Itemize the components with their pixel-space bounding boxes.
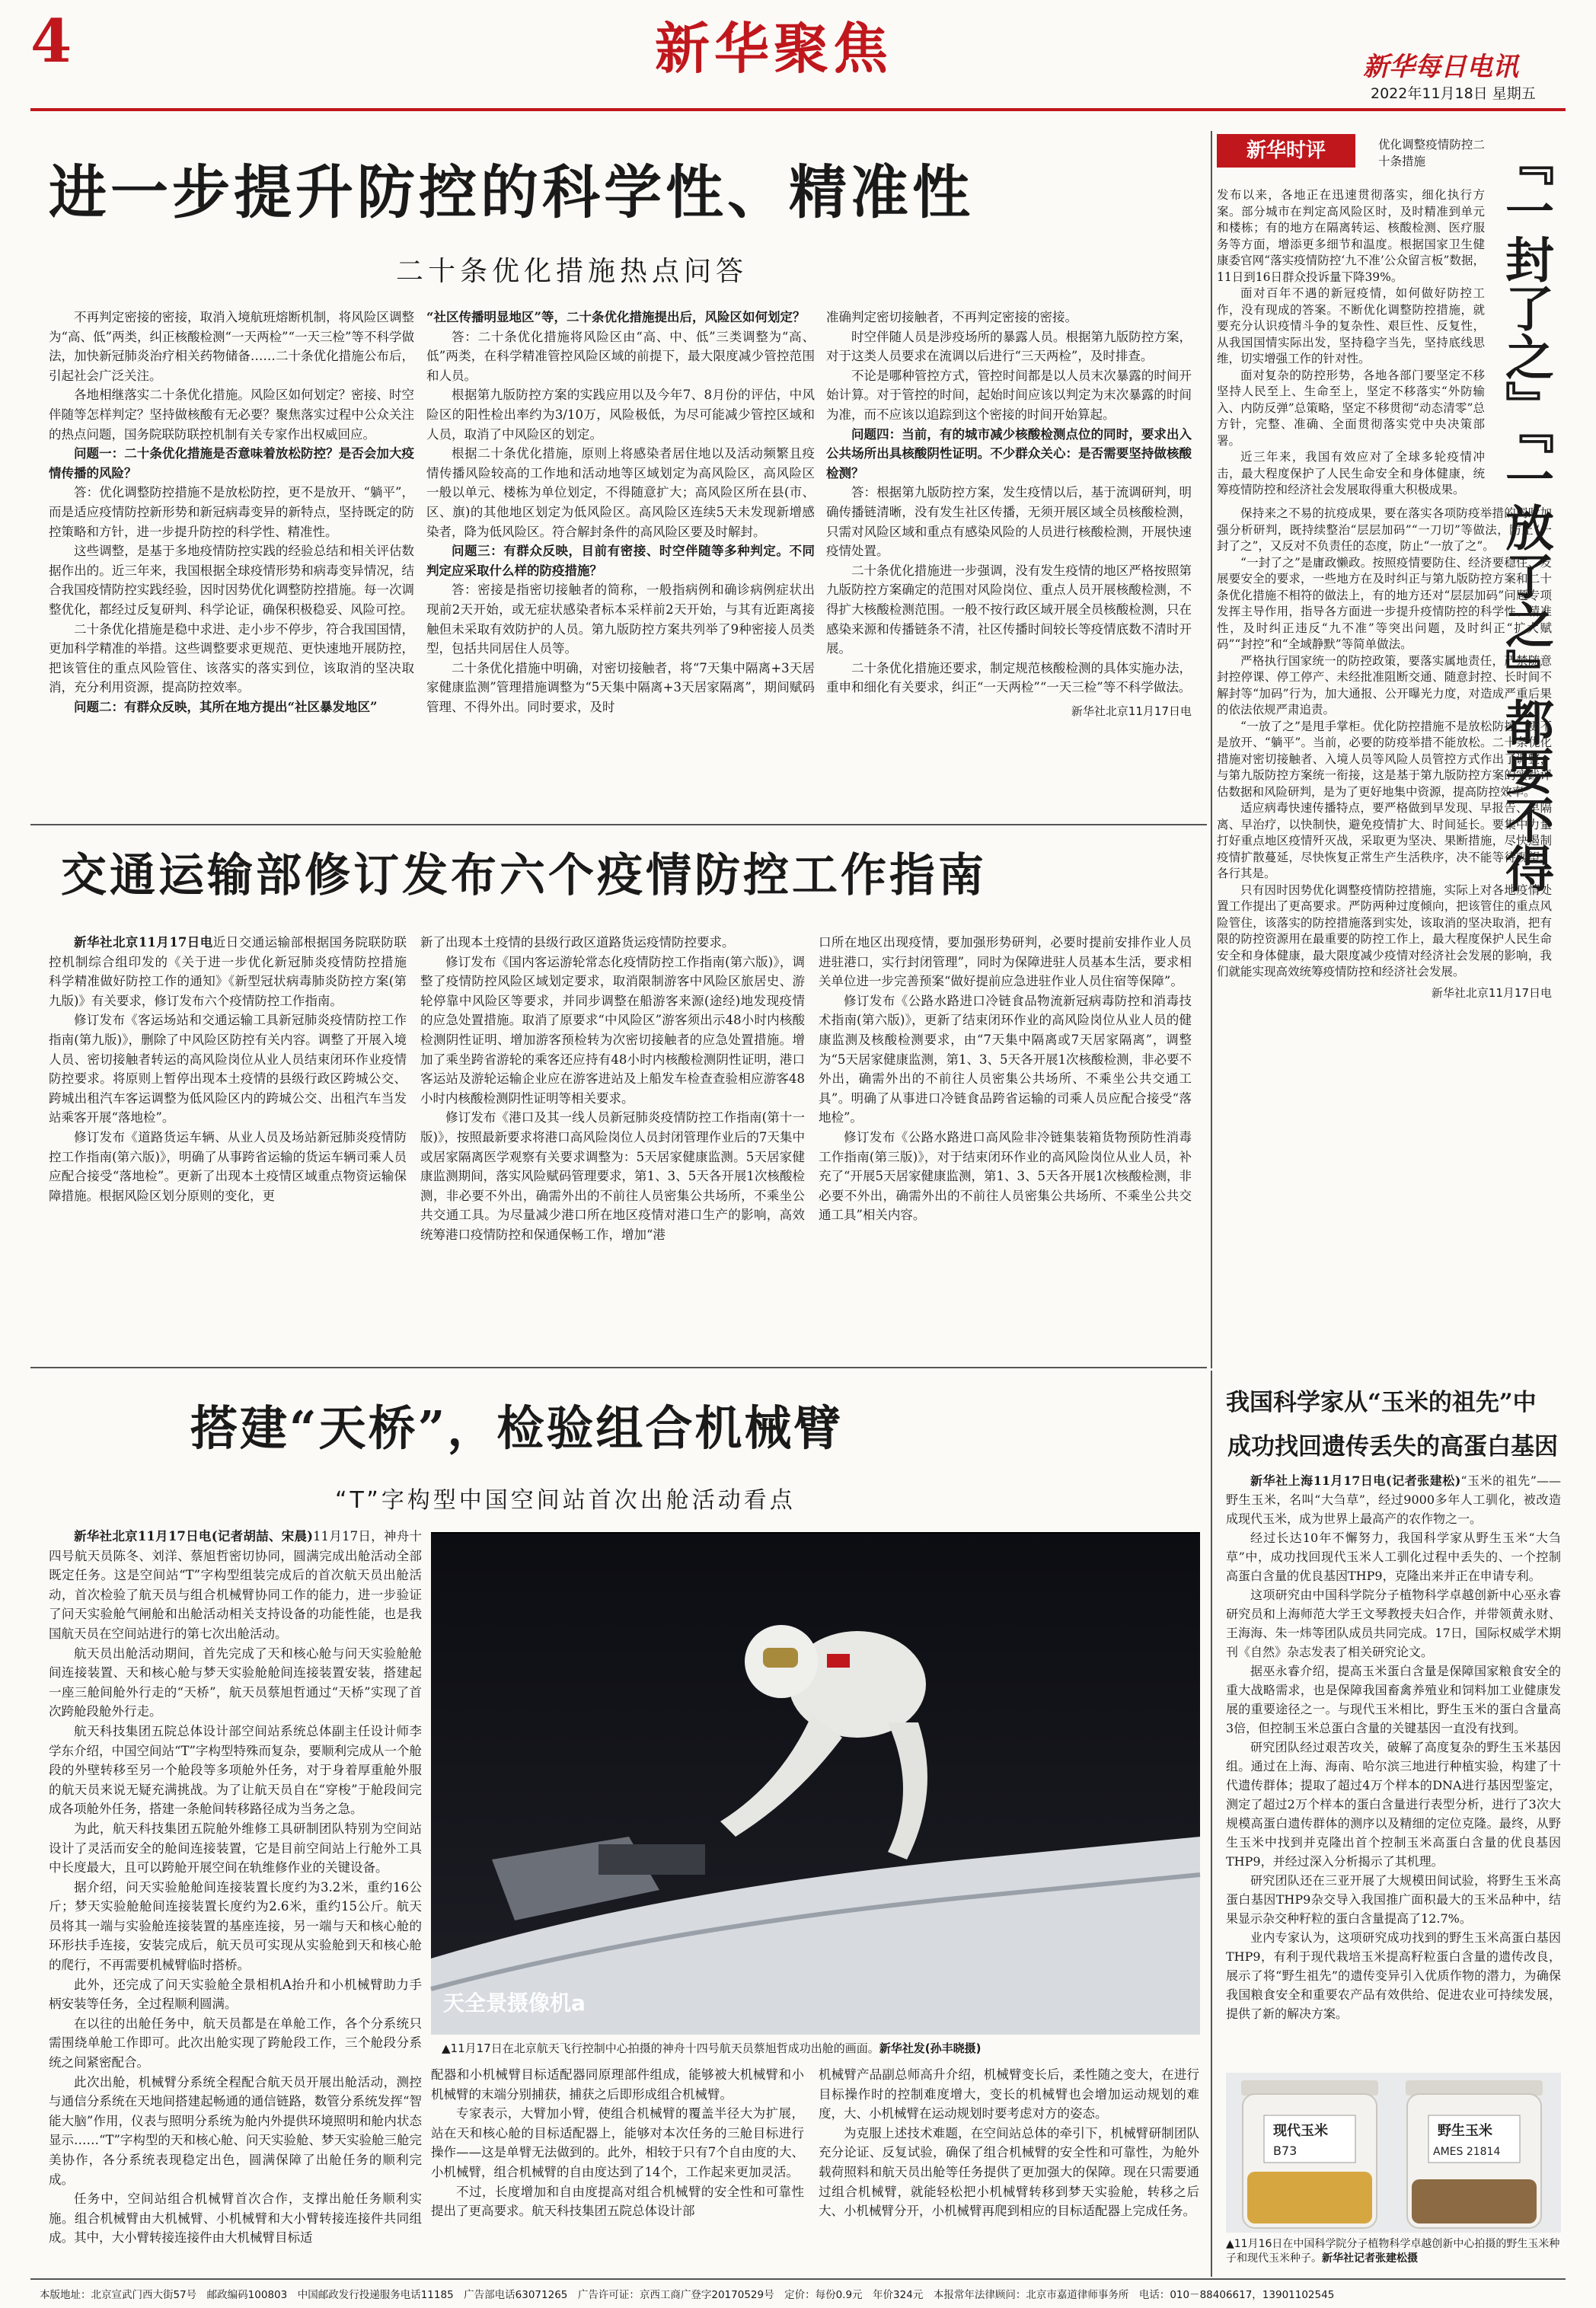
paragraph: 专家表示，大臂加小臂，使组合机械臂的覆盖半径大为扩展，站在天和核心舱的目标适配器上，能够对本次任务的三舱目标进行操作——这是单臂无法做到的。此外，相较于只有7个自由度的大、小机械臂，组合机械臂的自由度达到了14个，工作起来更加灵活。 — [431, 2106, 804, 2179]
article4-body — [1226, 1471, 1561, 2073]
paragraph: 航天员出舱活动期间，首先完成了天和核心舱与问天实验舱舱间连接装置、天和核心舱与梦天实验舱舱间连接装置安装，搭建起一座三舱间舱外行走的“天桥”，航天员蔡旭哲通过“天桥”实现了首次跨舱段舱外行走。 — [49, 1646, 422, 1719]
article1-title: 进一步提升防控的科学性、精准性 — [49, 158, 974, 226]
corn-photo-caption — [1226, 2237, 1561, 2274]
spacewalk-caption-text: ▲11月17日在北京航天飞行控制中心拍摄的神舟十四号航天员蔡旭哲成功出舱的画面。 — [442, 2041, 879, 2055]
paragraph: 不过，长度增加和自由度提高对组合机械臂的安全性和可靠性提出了更高要求。航天科技集团五院总体设计部 — [431, 2184, 804, 2219]
paragraph: 修订发布《公路水路进口冷链食品物流新冠病毒防控和消毒技术指南(第六版)》，更新了结束闭环作业的高风险岗位从业人员的健康监测及核酸检测要求，由“7天集中隔离或7天居家隔离”，调整为“5天居家健康监测，第1、3、5天各开展1次核酸检测，非必要不外出，确需外出的不前往人员密集公共场所、不乘坐公共交通工具”。明确了从事进口冷链食品跨省运输的司乘人员应配合接受“落地检”。 — [819, 993, 1192, 1125]
section-title: 新华聚焦 — [655, 16, 893, 81]
paragraph: 各地相继落实二十条优化措施。风险区如何划定？密接、时空伴随等怎样判定？坚持做核酸有无必要？聚焦落实过程中公众关注的热点问题，国务院联防联控机制有关专家作出权威回应。 — [49, 388, 414, 442]
commentary-paragraph: 只有因时因势优化调整疫情防控措施，实际上对各地疫情处置工作提出了更高要求。严防两种过度倾向，把该管住的重点风险管住，该落实的防控措施落到实处，该取消的坚决取消，把有限的防控资源用在最重要的防控工作上，最大程度保护人民生命安全和身体健康，最大限度减少疫情对经济社会发展的影响，我们就能实现高效统筹疫情防控和经济社会发展。 — [1217, 883, 1552, 978]
commentary-badge — [1217, 134, 1355, 168]
paragraph-text: “玉米的祖先”——野生玉米，名叫“大刍草”，经过9000多年人工驯化，被改造成现代玉米，成为世界上最高产的农作物之一。 — [1226, 1473, 1561, 1526]
commentary-paragraph: 严格执行国家统一的防控政策，要落实属地责任，严禁随意封控停课、停工停产、未经批准阻断交通、随意封控、长时间不解封等“加码”行为，加大通报、公开曝光力度，对造成严重后果的依法依规严肃追责。 — [1217, 653, 1552, 717]
paragraph: 此外，还完成了问天实验舱全景相机A抬升和小机械臂助力手柄安装等任务，全过程顺利圆满。 — [49, 1977, 422, 2012]
article1-subtitle: 二十条优化措施热点问答 — [396, 256, 749, 287]
paragraph: 此次出舱，机械臂分系统全程配合航天员开展出舱活动，测控与通信分系统在天地间搭建起畅通的通信链路，数管分系统发挥“智能大脑”作用，仪表与照明分系统为舱内外提供环境照明和舱内状态显示……“T”字构型的天和核心舱、问天实验舱、梦天实验舱三舱完美协作，各分系统表现稳定出色，圆满保障了出舱任务的顺利完成。 — [49, 2074, 422, 2187]
paragraph: 时空伴随人员是涉疫场所的暴露人员。根据第九版防控方案，对于这类人员要求在流调以后进行“三天两检”，及时排查。 — [826, 329, 1192, 364]
commentary-paragraph: 面对百年不遇的新冠疫情，如何做好防控工作，没有现成的答案。不断优化调整防控措施，就要充分认识疫情斗争的复杂性、艰巨性、反复性，从我国国情实际出发，坚持稳字当先，坚持底线思维，切实增强工作的针对性。 — [1217, 286, 1485, 366]
article1-column-2 — [426, 308, 815, 816]
issue-date: 2022年11月18日 星期五 — [1371, 85, 1536, 102]
paragraph: 据巫永睿介绍，提高玉米蛋白含量是保障国家粮食安全的重大战略需求，也是保障我国畜禽养殖业和饲料加工业健康发展的重要途径之一。与现代玉米相比，野生玉米的蛋白含量高3倍，但控制玉米总蛋白含量的关键基因一直没有找到。 — [1226, 1664, 1561, 1735]
paragraph: 这项研究由中国科学院分子植物科学卓越创新中心巫永睿研究员和上海师范大学王文琴教授夫妇合作，并带领黄永财、王海海、朱一炜等团队成员共同完成。17日，国际权威学术期刊《自然》杂志发表了相关研究论文。 — [1226, 1588, 1561, 1659]
page-number: 4 — [30, 7, 72, 76]
paragraph-text: 11月17日，神舟十四号航天员陈冬、刘洋、蔡旭哲密切协同，圆满完成出舱活动全部既定任务。这是空间站“T”字构型组装完成后的首次航天员出舱活动，首次检验了航天员与组合机械臂协同工作的能力，进一步验证了问天实验舱气闸舱和出舱活动相关支持设备的功能性能，也是我国航天员在空间站进行的第七次出舱活动。 — [49, 1529, 422, 1641]
paragraph: 新华社北京11月17日电 — [1071, 704, 1192, 718]
article2-column-2 — [420, 933, 805, 1359]
commentary-paragraph: 近三年来，我国有效应对了全球多轮疫情冲击，最大程度保护了人民生命安全和身体健康，统筹疫情防控和经济社会发展取得重大积极成果。 — [1217, 450, 1485, 496]
paragraph: 修订发布《道路货运车辆、从业人员及场站新冠肺炎疫情防控工作指南(第六版)》，明确了从事跨省运输的货运车辆司乘人员应配合接受“落地检”。更新了出现本土疫情区域重点物资运输保障措施。根据风险区划分原则的变化，更 — [49, 1129, 407, 1203]
article3-column-3 — [819, 2065, 1199, 2271]
footer-info: 本版地址：北京宣武门西大街57号 邮政编码100803 中国邮政发行投递服务电话11185 广告部电话63071265 广告许可证：京西工商广登字20170529号 定价：每份0.9元 年价324元 本报常年法律顾问：北京市嘉道律师事务所 电话：010－88406617，13901102545 — [40, 2289, 1335, 2301]
paragraph: 研究团队经过艰苦攻关，破解了高度复杂的野生玉米基因组。通过在上海、海南、哈尔滨三地进行种植实验，构建了十代遗传群体；提取了超过4万个样本的DNA进行基因型鉴定，测定了超过2万个样本的蛋白含量进行表型分析，进行了3次大规模高蛋白遗传群体的测序以及精细的定位克隆。最终，从野生玉米中找到并克隆出首个控制玉米高蛋白含量的优良基因THP9，并经过深入分析揭示了其机理。 — [1226, 1740, 1561, 1869]
paragraph: 在以往的出舱任务中，航天员都是在单舱工作，各个分系统只需围绕单舱工作即可。此次出舱实现了跨舱段工作，三个舱段分系统之间紧密配合。 — [49, 2016, 422, 2070]
paragraph: 根据二十条优化措施，原则上将感染者居住地以及活动频繁且疫情传播风险较高的工作地和活动地等区域划定为高风险区，高风险区一般以单元、楼栋为单位划定，不得随意扩大；高风险区所在县(市、区、旗)的其他地区划定为低风险区。高风险区连续5天未发现新增感染者，降为低风险区。符合解封条件的高风险区要及时解封。 — [426, 446, 815, 539]
spacewalk-photo-caption — [442, 2041, 1195, 2056]
commentary-paragraph: 新华社北京11月17日电 — [1431, 985, 1552, 1000]
jar-right-code: AMES 21814 — [1433, 2146, 1501, 2158]
paragraph: 为克服上述技术难题，在空间站总体的牵引下，机械臂研制团队充分论证、反复试验，确保了组合机械臂的安全性和可靠性，为舱外载荷照料和航天员出舱等任务提供了更加强大的保障。现在只需要通过组合机械臂，就能轻松把小机械臂转移到梦天实验舱，转移之后大、小机械臂分开，小机械臂再爬到相应的目标适配器上完成任务。 — [819, 2125, 1199, 2219]
commentary-frame-left — [1211, 131, 1212, 1368]
jar-left-code: B73 — [1273, 2144, 1298, 2158]
dateline: 新华社北京11月17日电(记者胡喆、宋晨) — [74, 1529, 314, 1543]
paragraph: 根据第九版防控方案的实践应用以及今年7、8月份的评估，中风险区的阳性检出率约为3/10万，风险极低，为尽可能减少管控区域和人员，取消了中风险区的划定。 — [426, 388, 815, 442]
paragraph: 业内专家认为，这项研究成功找到的野生玉米高蛋白基因THP9，有利于现代栽培玉米提高籽粒蛋白含量的遗传改良，展示了将“野生祖先”的遗传变异引入优质作物的潜力，为确保我国粮食安全和重要农产品有效供给、促进农业可持续发展，提供了新的解决方案。 — [1226, 1930, 1561, 2021]
commentary-paragraph: 适应病毒快速传播特点，要严格做到早发现、早报告、早隔离、早治疗，以快制快，避免疫情扩大、时间延长。要集中力量打好重点地区疫情歼灭战，采取更为坚决、果断措施，尽快遏制疫情扩散蔓延，尽快恢复正常生产生活秩序，决不能等待观望、各行其是。 — [1217, 801, 1552, 880]
paragraph: 修订发布《公路水路进口高风险非冷链集装箱货物预防性消毒工作指南(第三版)》，对于结束闭环作业的高风险岗位从业人员，补充了“开展5天居家健康监测，第1、3、5天各开展1次核酸检测，非必要不外出，确需外出的不前往人员密集公共场所、不乘坐公共交通工具”相关内容。 — [819, 1129, 1192, 1223]
paragraph — [1226, 1471, 1561, 1528]
paragraph: 经过长达10年不懈努力，我国科学家从野生玉米“大刍草”中，成功找回现代玉米人工驯化过程中丢失的、一个控制高蛋白含量的优良基因THP9，克隆出来并正在申请专利。 — [1226, 1531, 1561, 1583]
paragraph: 问题三：有群众反映，目前有密接、时空伴随等多种判定。不同判定应采取什么样的防疫措施？ — [426, 544, 815, 578]
paragraph: 配器和小机械臂目标适配器同原理部件组成，能够被大机械臂和小机械臂的末端分别捕获，捕获之后即形成组合机械臂。 — [431, 2067, 804, 2102]
header-rule — [30, 108, 1566, 111]
paragraph: 二十条优化措施中明确，对密切接触者，将“7天集中隔离+3天居家健康监测”管理措施调整为“5天集中隔离+3天居家隔离”，期间赋码管理、不得外出。同时要求，及时 — [426, 660, 815, 714]
paragraph: 二十条优化措施进一步强调，没有发生疫情的地区严格按照第九版防控方案确定的范围对风险岗位、重点人员开展核酸检测，不得扩大核酸检测范围。一般不按行政区域开展全员核酸检测，只在感染来源和传播链条不清，社区传播时间较长等疫情底数不清时开展。 — [826, 563, 1192, 656]
paragraph: 答：根据第九版防控方案，发生疫情以后，基于流调研判，明确传播链清晰，没有发生社区传播，无须开展区域全员核酸检测，只需对风险区域和重点有感染风险的人员进行核酸检测，开展快速疫情处置。 — [826, 485, 1192, 559]
article4-title-line2: 成功找回遗传丢失的高蛋白基因 — [1227, 1433, 1558, 1460]
paragraph: 答：二十条优化措施将风险区由“高、中、低”三类调整为“高、低”两类，在科学精准管控风险区域的前提下，最大限度减少管控范围和人员。 — [426, 329, 815, 383]
article2-column-1 — [49, 933, 420, 1359]
paragraph — [49, 933, 420, 1010]
paragraph: 研究团队还在三亚开展了大规模田间试验，将野生玉米高蛋白基因THP9杂交导入我国推广面积最大的玉米品种中，结果显示杂交种籽粒的蛋白含量提高了12.7%。 — [1226, 1873, 1561, 1926]
article3-subtitle: “T”字构型中国空间站首次出舱活动看点 — [335, 1487, 796, 1514]
article3-column-2 — [431, 2065, 804, 2271]
commentary-vertical-title: 『一封了之』『一放了之』都要不得 — [1497, 137, 1554, 892]
commentary-paragraph: 面对复杂的防控形势，各地各部门要坚定不移坚持人民至上、生命至上，坚定不移落实“外防输入、内防反弹”总策略，坚定不移贯彻“动态清零”总方针，完整、准确、全面贯彻落实党中央决策部署。 — [1217, 368, 1485, 448]
paragraph: 航天科技集团五院总体设计部空间站系统总体副主任设计师李学东介绍，中国空间站“T”字构型特殊而复杂，要顺利完成从一个舱段的外壁转移至另一个舱段等多项舱外任务，对于身着厚重舱外服的航天员来说无疑充满挑战。为了让航天员自在“穿梭”于舱段间完成各项舱外任务，搭建一条舱间转移路径成为当务之急。 — [49, 1723, 422, 1817]
article4-frame-left — [1211, 1371, 1212, 2277]
commentary-body-bottom — [1217, 506, 1552, 1358]
paragraph: 二十条优化措施是稳中求进、走小步不停步，符合我国国情，更加科学精准的举措。这些调整要求更规范、更快速地开展防控，把该管住的重点风险管住、该落实的落实到位，该取消的坚决取消，充分利用资源，提高防控效率。 — [49, 621, 414, 695]
spacewalk-credit: 新华社发(孙丰晓摄) — [879, 2041, 982, 2055]
commentary-paragraph: 发布以来，各地正在迅速贯彻落实，细化执行方案。部分城市在判定高风险区时，及时精准到单元和楼栋；有的地方在隔离转运、核酸检测、医疗服务等方面，增添更多细节和温度。根据国家卫生健康委官网“落实疫情防控‘九不准’公众留言板”数据，11日到16日群众投诉量下降39%。 — [1217, 188, 1485, 284]
paragraph: 修订发布《客运场站和交通运输工具新冠肺炎疫情防控工作指南(第九版)》，删除了中风险区防控有关内容。调整了开展入境人员、密切接触者转运的高风险岗位从业人员结束闭环作业疫情防控要求。将原则上暂停出现本土疫情的县级行政区跨城公交、跨城出租汽车客运调整为低风险区内的跨城公交、出租汽车当发站乘客开展“落地检”。 — [49, 1013, 407, 1125]
article1-column-1 — [49, 308, 414, 816]
paragraph: 任务中，空间站组合机械臂首次合作，支撑出舱任务顺利实施。组合机械臂由大机械臂、小机械臂和大小臂转接连接件共同组成。其中，大小臂转接连接件由大机械臂目标适 — [49, 2191, 422, 2246]
paragraph: 问题二：有群众反映，其所在地方提出“社区暴发地区” — [74, 699, 378, 714]
commentary-badge-label: 新华时评 — [1246, 139, 1326, 162]
paragraph: 答：密接是指密切接触者的简称，一般指病例和确诊病例症状出现前2天开始，或无症状感染者标本采样前2天开始，与其有近距离接触但未采取有效防护的人员。第九版防控方案共列举了9种密接人员类型，包括共同居住人员等。 — [426, 583, 815, 656]
article2-title: 交通运输部修订发布六个疫情防控工作指南 — [61, 849, 987, 902]
photo-watermark: 天全景摄像机a — [443, 1990, 586, 2016]
article3-title: 搭建“天桥”，检验组合机械臂 — [190, 1400, 844, 1456]
paragraph — [49, 1527, 422, 1644]
dateline: 新华社北京11月17日电 — [74, 935, 213, 950]
paragraph: 这些调整，是基于多地疫情防控实践的经验总结和相关评估数据作出的。近三年来，我国根据全球疫情形势和病毒变异情况，结合我国疫情防控实践经验，因时因势优化调整防控措施。每一次调整优化，都经过反复研判、科学论证，确保积极稳妥、风险可控。 — [49, 544, 414, 617]
jar-left-label: 现代玉米 — [1273, 2123, 1328, 2139]
paragraph: 问题一：二十条优化措施是否意味着放松防控？是否会加大疫情传播的风险？ — [49, 446, 414, 480]
paragraph: 修订发布《国内客运游轮常态化疫情防控工作指南(第六版)》，调整了疫情防控风险区域划定要求，取消限制游客中风险区旅居史、游轮停靠中风险区等要求，并同步调整在船游客来源(途经)地发现疫情的应急处置措施。取消了原要求“中风险区”游客须出示48小时内核酸检测阴性证明、增加游客预检转为次密切接触者的应急处置措施。增加了乘坐跨省游轮的乘客还应持有48小时内核酸检测阴性证明，港口客运站及游轮运输企业应在游客进站及上船发车检查查验相应游客48小时内核酸检测阴性证明等相关要求。 — [420, 954, 805, 1106]
article3-column-1 — [49, 1527, 422, 2246]
paragraph: “社区传播明显地区”等，二十条优化措施提出后，风险区如何划定？ — [426, 310, 806, 324]
brand-logo: 新华每日电讯 — [1363, 52, 1518, 82]
paragraph: 答：优化调整防控措施不是放松防控，更不是放开、“躺平”，而是适应疫情防控新形势和新冠病毒变异的新特点，坚持既定的防控策略和方针，进一步提升防控的科学性、精准性。 — [49, 485, 414, 539]
corn-credit: 新华社记者张建松摄 — [1322, 2252, 1418, 2265]
paragraph: 修订发布《港口及其一线人员新冠肺炎疫情防控工作指南(第十一版)》，按照最新要求将港口高风险岗位人员封闭管理作业后的7天集中或居家隔离医学观察有关要求调整为：5天居家健康监测。5天居家健康监测期间，落实风险赋码管理要求，第1、3、5天各开展1次核酸检测，非必要不外出，确需外出的不前往人员密集公共场所，不乘坐公共交通工具。为尽量减少港口所在地区疫情对港口生产的影响，高效统筹港口疫情防控和保通保畅工作，增加“港 — [420, 1110, 805, 1242]
paragraph: 二十条优化措施还要求，制定规范核酸检测的具体实施办法，重申和细化有关要求，纠正“一天两检”“一天三检”等不科学做法。 — [826, 660, 1192, 695]
commentary-body-top — [1217, 187, 1485, 507]
paragraph: 问题四：当前，有的城市减少核酸检测点位的同时，要求出入公共场所出具核酸阴性证明。不少群众关心：是否需要坚持做核酸检测？ — [826, 426, 1192, 480]
commentary-paragraph: “一放了之”是甩手掌柜。优化防控措施不是放松防控，更不是放开、“躺平”。当前，必要的防疫举措不能放松。二十条优化措施对密切接触者、入境人员等风险人员管控方式作出了调整，与第九版防控方案统一衔接，这是基于第九版防控方案的实践评估数据和风险研判，是为了更好地集中资源，提高防控效率。 — [1217, 719, 1552, 799]
corn-jars-photo — [1226, 2073, 1561, 2233]
article1-column-3 — [826, 308, 1192, 816]
footer-rule — [30, 2278, 1566, 2280]
article1-bottom-rule — [30, 824, 1207, 825]
paragraph: 不论是哪种管控方式，管控时间都是以人员末次暴露的时间开始计算。对于管控的时间，起始时间应该以判定为末次暴露的时间为准，而不应该以追踪到这个密接的时间开始算起。 — [826, 368, 1192, 422]
article4-title-line1: 我国科学家从“玉米的祖先”中 — [1226, 1389, 1537, 1416]
paragraph: 准确判定密切接触者，不再判定密接的密接。 — [826, 310, 1077, 324]
dateline: 新华社上海11月17日电(记者张建松) — [1250, 1473, 1461, 1488]
spacewalk-photo — [431, 1532, 1200, 2035]
article2-bottom-rule — [30, 1367, 1207, 1368]
paragraph: 机械臂产品副总师高升介绍，机械臂变长后，柔性随之变大，在进行目标操作时的控制难度增大，变长的机械臂也会增加运动规划的难度，大、小机械臂在运动规划时要考虑对方的姿态。 — [819, 2067, 1199, 2121]
commentary-paragraph: 保持来之不易的抗疫成果，要在落实各项防疫举措的同时加强分析研判，既持续整治“层层加码”“一刀切”等做法，防止“一封了之”，又反对不负责任的态度，防止“一放了之”。 — [1217, 506, 1552, 553]
paragraph-text: 近日交通运输部根据国务院联防联控机制综合组印发的《关于进一步优化新冠肺炎疫情防控措施 科学精准做好防控工作的通知》《新型冠状病毒肺炎防控方案(第九版)》有关要求，修订发布六个疫情防控工作指南。 — [49, 935, 420, 1008]
commentary-paragraph: “一封了之”是庸政懒政。按照疫情要防住、经济要稳住、发展要安全的要求，一些地方在及时纠正与第九版防控方案和二十条优化措施不相符的做法上，有的地方还对“层层加码”问题专项发挥主导作用，指导各方面进一步提升疫情防控的科学性、精准性，及时纠正违反“九不准”等突出问题，及时纠正“扩大赋码”“封控”和“全域静默”等简单做法。 — [1217, 555, 1552, 651]
commentary-lead-text: 优化调整疫情防控二十条措施 — [1378, 138, 1485, 168]
article2-column-3 — [819, 933, 1192, 1359]
paragraph: 据介绍，问天实验舱舱间连接装置长度约为3.2米，重约16公斤；梦天实验舱舱间连接装置长度约为2.6米，重约15公斤。航天员将其一端与实验舱连接装置的基座连接，另一端与天和核心舱的环形扶手连接，安装完成后，航天员可实现从实验舱到天和核心舱的爬行，不再需要机械臂临时搭桥。 — [49, 1879, 422, 1973]
jar-right-label: 野生玉米 — [1438, 2123, 1492, 2139]
paragraph: 新了出现本土疫情的县级行政区道路货运疫情防控要求。 — [420, 935, 735, 950]
paragraph: 口所在地区出现疫情，要加强形势研判，必要时提前安排作业人员进驻港口，实行封闭管理”，同时为保障进驻人员基本生活，要求相关单位进一步完善预案“做好提前应急进驻作业人员住宿等保障”。 — [819, 935, 1192, 989]
corn-caption-text: ▲11月16日在中国科学院分子植物科学卓越创新中心拍摄的野生玉米种子和现代玉米种子。 — [1226, 2238, 1560, 2265]
paragraph: 为此，航天科技集团五院舱外维修工具研制团队特别为空间站设计了灵活而安全的舱间连接装置，它是目前空间站上行舱外工具中长度最大，且可以跨舱开展空间在轨维修作业的关键设备。 — [49, 1821, 422, 1875]
paragraph: 不再判定密接的密接，取消入境航班熔断机制，将风险区调整为“高、低”两类，纠正核酸检测“一天两检”“一天三检”等不科学做法，加快新冠肺炎治疗相关药物储备……二十条优化措施公布后，引起社会广泛关注。 — [49, 310, 414, 383]
